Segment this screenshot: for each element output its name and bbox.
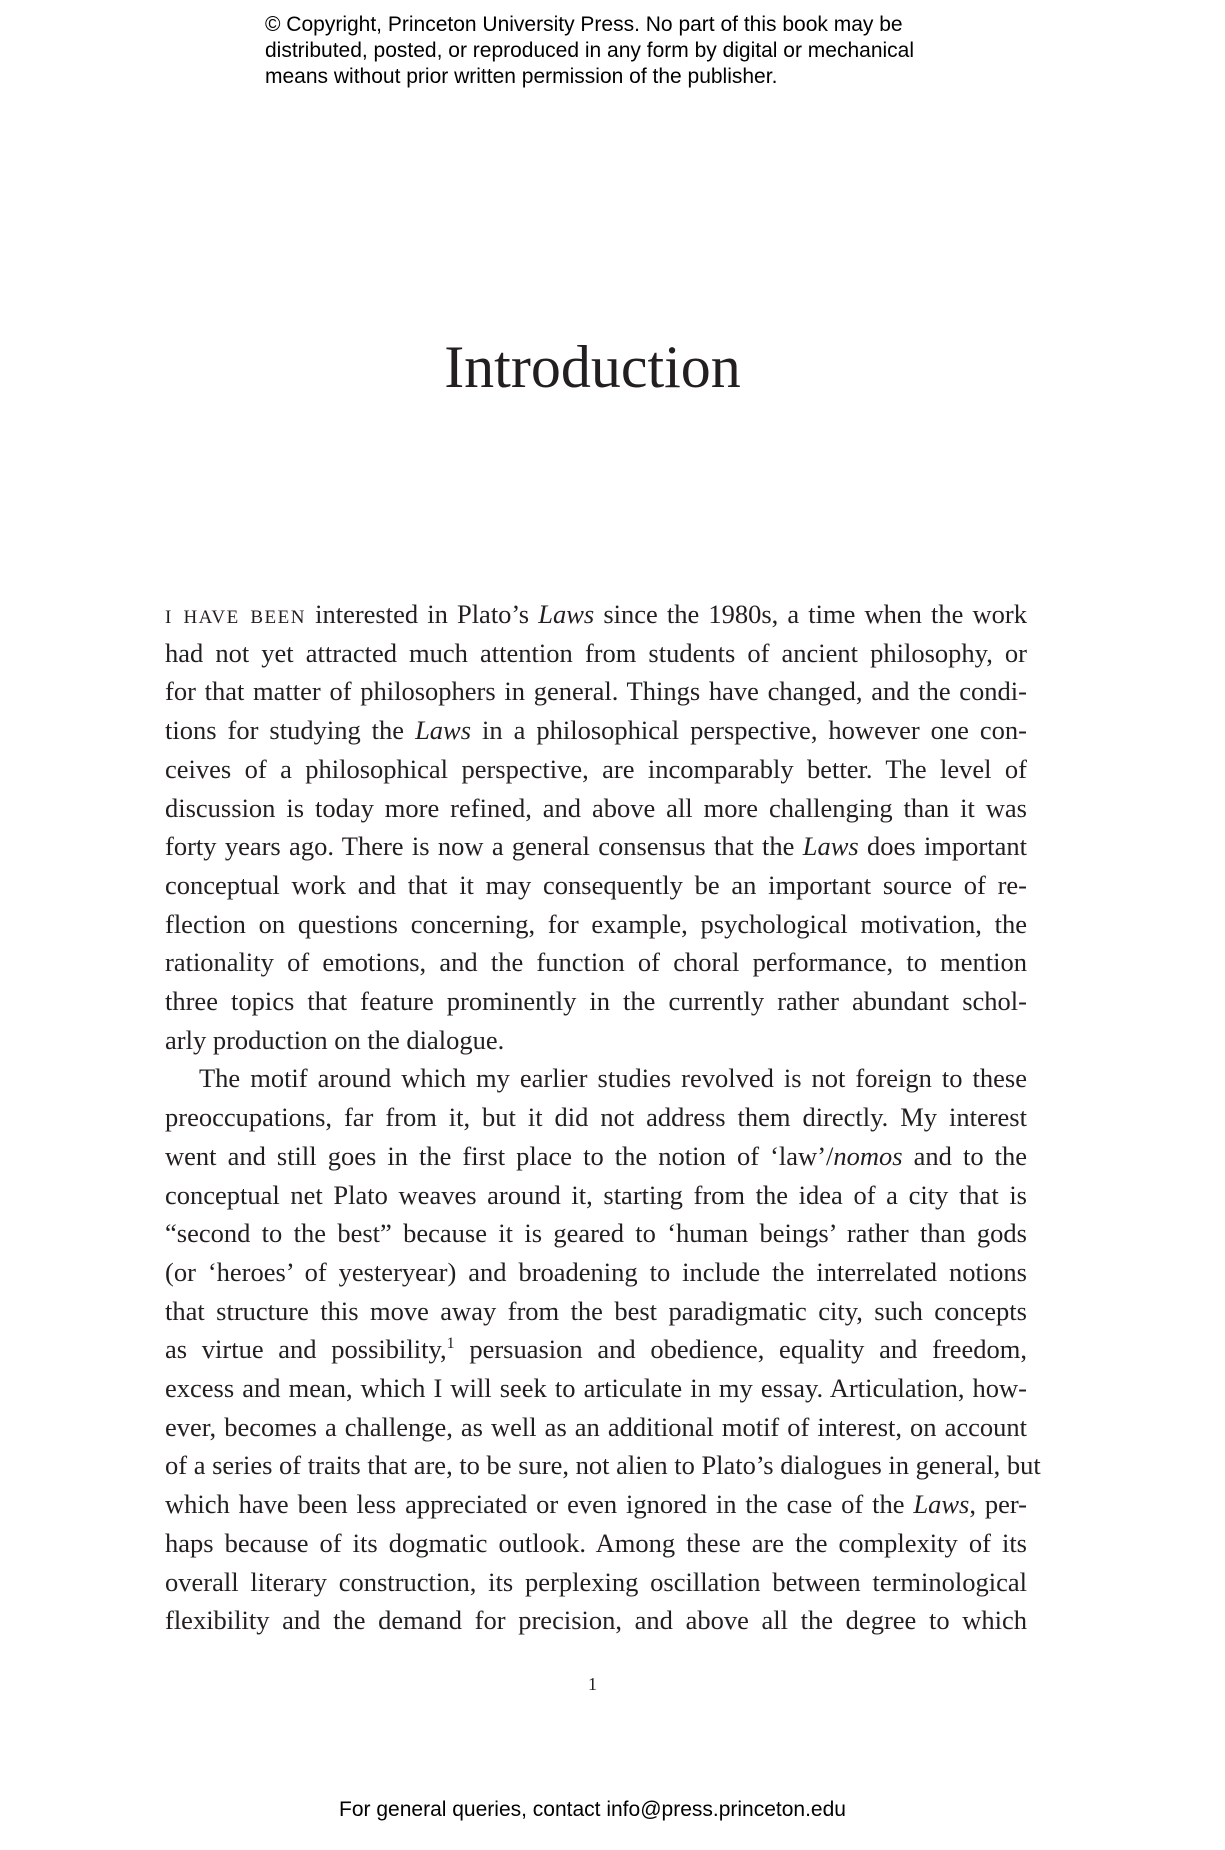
text-line: for that matter of philosophers in general. Things have changed, and the condi- — [165, 676, 1027, 707]
page-number: 1 — [588, 1674, 597, 1694]
line-text: went and still goes in the first place to the notion of ‘law’/ — [165, 1140, 834, 1171]
text-line: overall literary construction, its perplexing oscillation between terminological — [165, 1566, 1027, 1597]
text-line: conceptual work and that it may consequently be an important source of re- — [165, 869, 1027, 900]
line-text: , per- — [969, 1489, 1027, 1520]
text-line: flexibility and the demand for precision, and above all the degree to which — [165, 1605, 1027, 1636]
text-line: arly production on the dialogue. — [165, 1024, 505, 1055]
text-line: that structure this move away from the best paradigmatic city, such concepts — [165, 1295, 1027, 1326]
book-title-italic: Laws — [802, 831, 859, 862]
lead-in-smallcaps: i have been — [165, 599, 306, 629]
greek-term-italic: nomos — [833, 1140, 903, 1171]
body-text — [165, 595, 1041, 1640]
text-line: discussion is today more refined, and above all more challenging than it was — [165, 792, 1027, 823]
line-text: does important — [858, 831, 1027, 862]
footer-contact: For general queries, contact info@press.princeton.edu — [339, 1798, 846, 1821]
text-line: had not yet attracted much attention from students of ancient philosophy, or — [165, 637, 1027, 668]
line-text: interested in Plato’s — [305, 599, 539, 629]
copyright-line: © Copyright, Princeton University Press. No part of this book may be — [265, 13, 903, 36]
text-line: (or ‘heroes’ of yesteryear) and broadening to include the interrelated notions — [165, 1256, 1027, 1287]
text-line: preoccupations, far from it, but it did not address them directly. My interest — [165, 1102, 1027, 1133]
line-text: since the 1980s, a time when the work — [594, 599, 1027, 629]
line-text: which have been less appreciated or even ignored in the case of the — [165, 1489, 914, 1520]
text-line: rationality of emotions, and the function of choral performance, to mention — [165, 947, 1027, 978]
book-title-italic: Laws — [415, 715, 472, 746]
text-line: ceives of a philosophical perspective, are incomparably better. The level of — [165, 753, 1027, 784]
text-line — [165, 595, 1027, 634]
line-text: persuasion and obedience, equality and freedom, — [454, 1334, 1027, 1365]
text-line: conceptual net Plato weaves around it, starting from the idea of a city that is — [165, 1179, 1027, 1210]
text-line: flection on questions concerning, for example, psychological motivation, the — [165, 908, 1027, 939]
text-line: “second to the best” because it is geared to ‘human beings’ rather than gods — [165, 1218, 1027, 1249]
copyright-notice — [265, 12, 1025, 90]
text-line — [165, 1330, 1027, 1369]
text-line — [165, 1137, 1027, 1176]
line-text: tions for studying the — [165, 715, 416, 746]
copyright-line: distributed, posted, or reproduced in any form by digital or mechanical — [265, 39, 915, 62]
text-line: The motif around which my earlier studies revolved is not foreign to these — [199, 1063, 1027, 1094]
line-text: as virtue and possibility, — [165, 1334, 447, 1365]
text-line: haps because of its dogmatic outlook. Among these are the complexity of its — [165, 1527, 1027, 1558]
copyright-line: means without prior written permission of the publisher. — [265, 65, 778, 88]
text-line: excess and mean, which I will seek to articulate in my essay. Articulation, how- — [165, 1373, 1027, 1404]
text-line: of a series of traits that are, to be sure, not alien to Plato’s dialogues in general, but — [165, 1450, 1041, 1481]
chapter-title: Introduction — [444, 334, 741, 400]
footnote-marker[interactable]: 1 — [446, 1335, 455, 1353]
text-line: three topics that feature prominently in the currently rather abundant schol- — [165, 986, 1027, 1017]
text-line — [165, 711, 1027, 750]
line-text: forty years ago. There is now a general consensus that the — [165, 831, 803, 862]
line-text: and to the — [902, 1140, 1028, 1171]
line-text: in a philosophical perspective, however one con- — [471, 715, 1027, 746]
text-line: ever, becomes a challenge, as well as an additional motif of interest, on account — [165, 1411, 1027, 1442]
book-title-italic: Laws — [913, 1489, 970, 1520]
text-line — [165, 827, 1027, 866]
book-title-italic: Laws — [538, 599, 595, 629]
text-line — [165, 1485, 1027, 1524]
